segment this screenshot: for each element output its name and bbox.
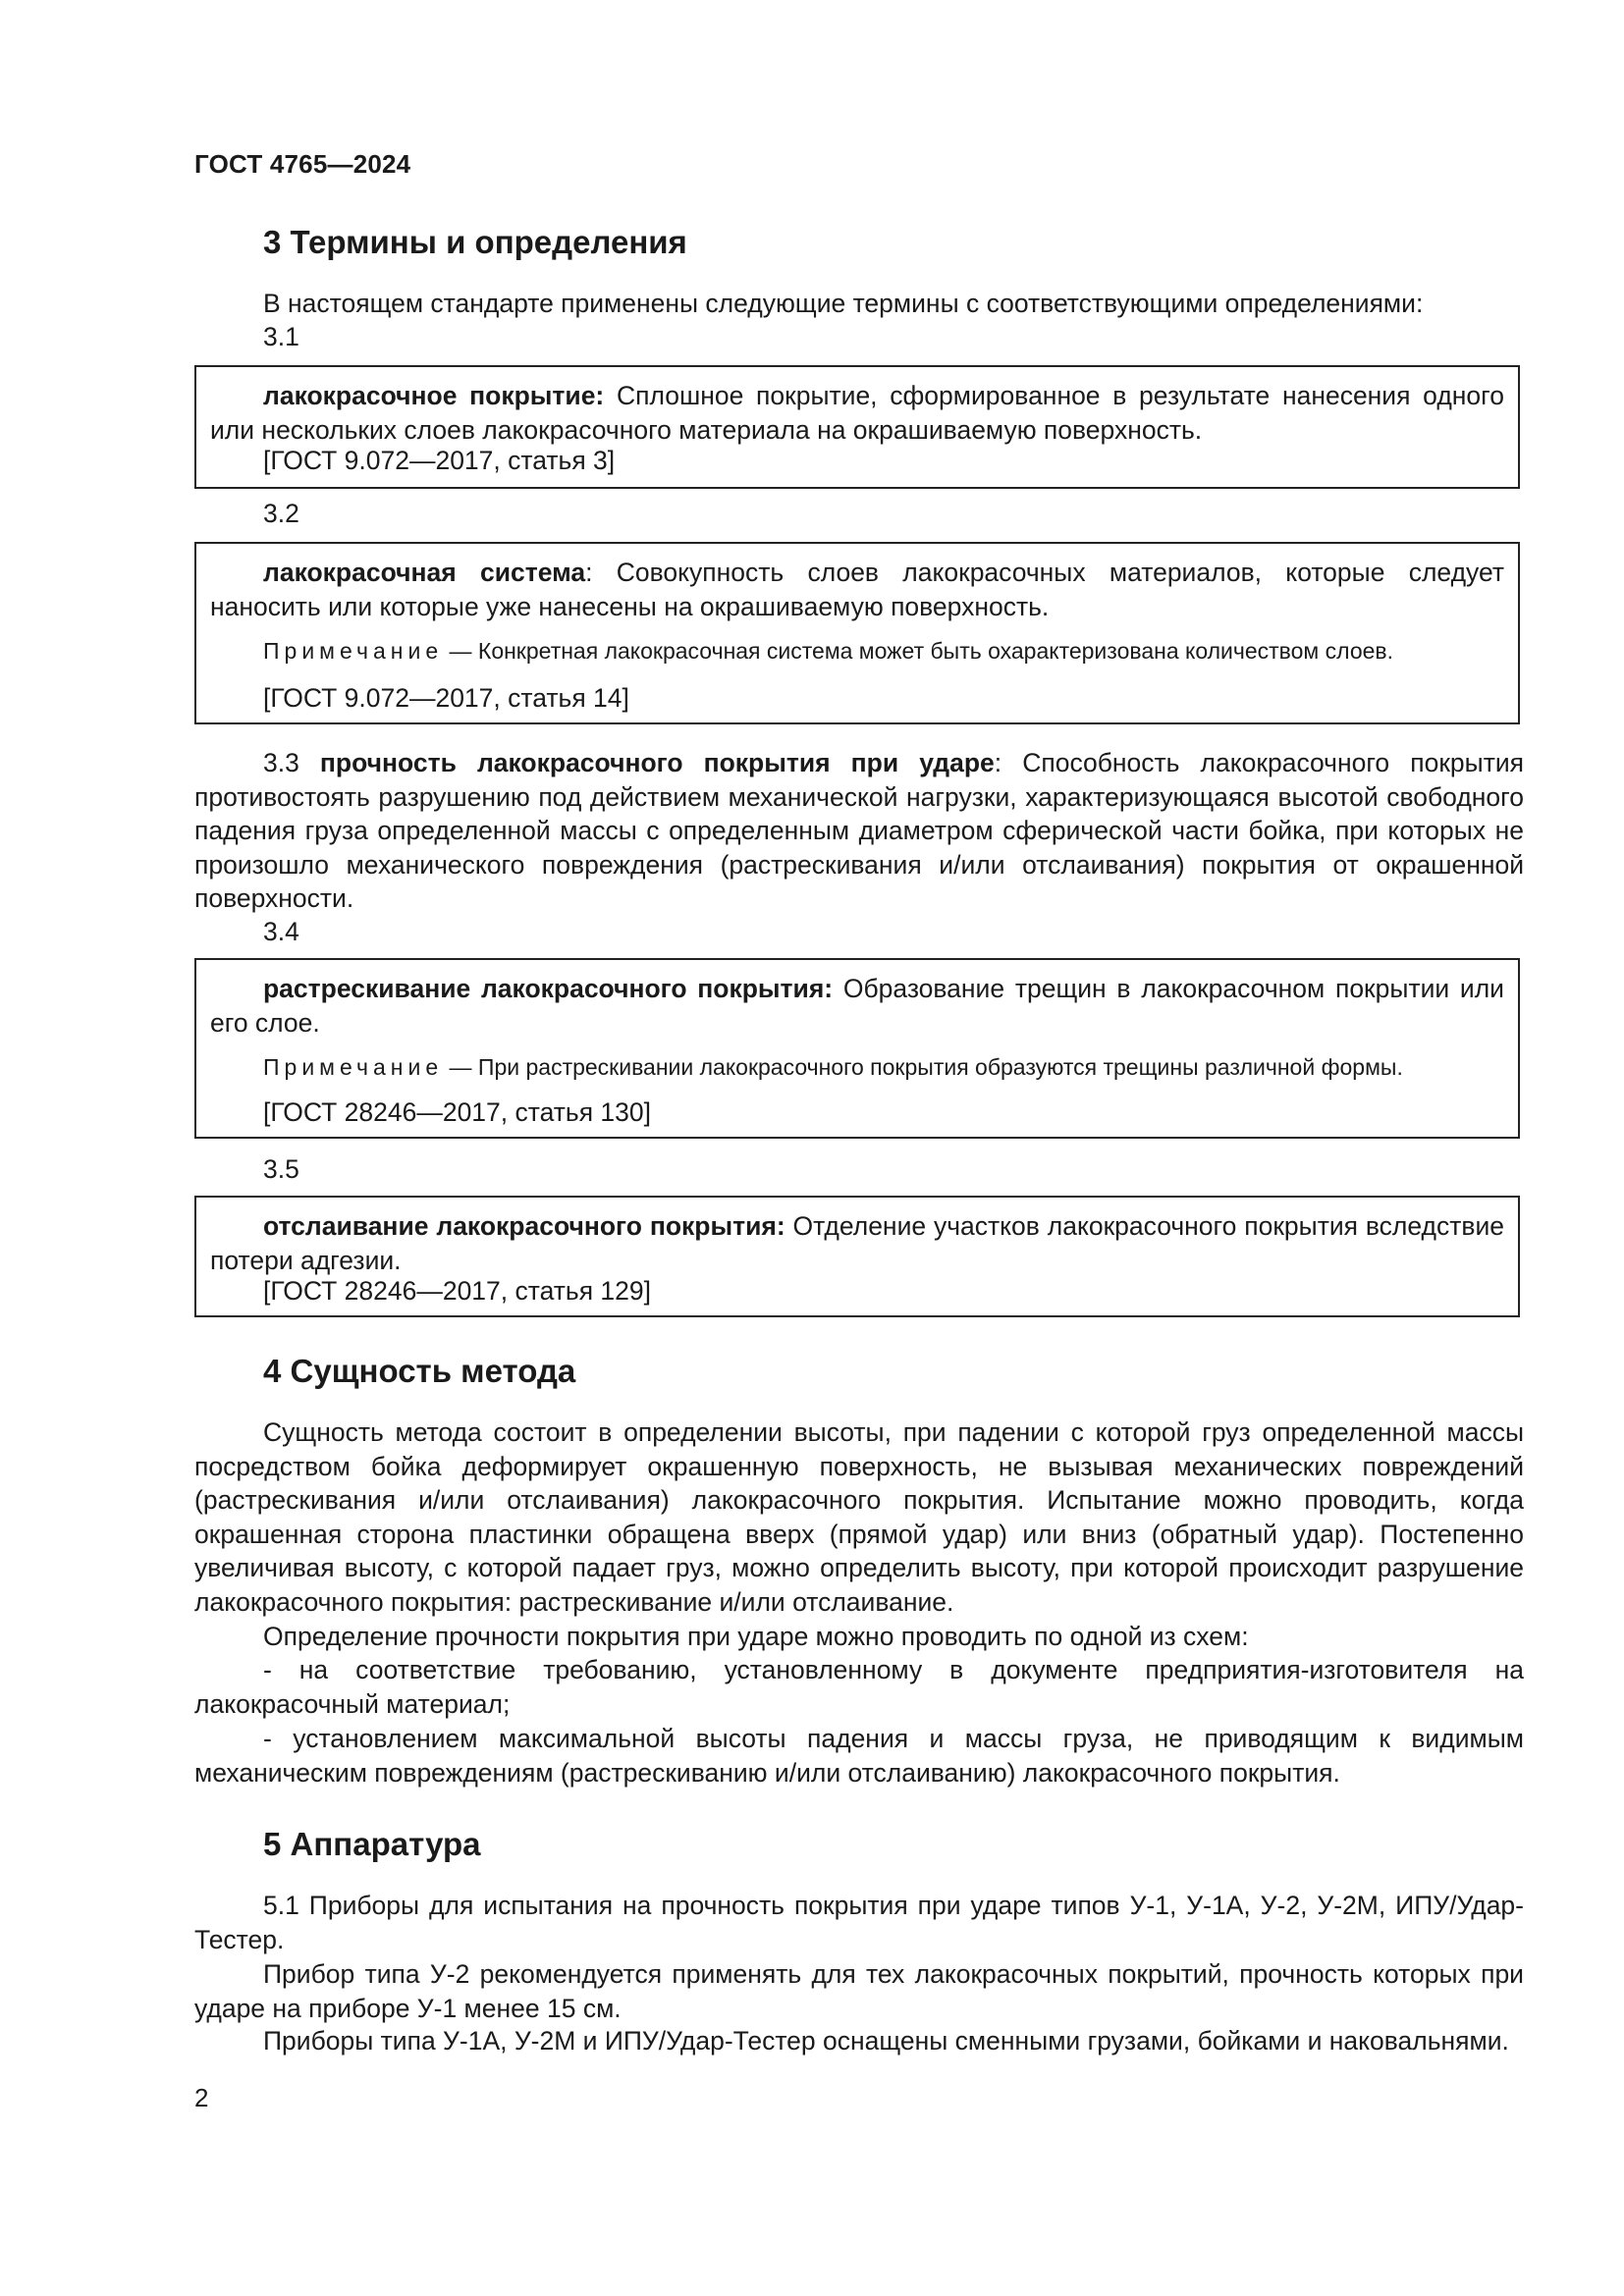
term-3-3-term: прочность лакокрасочного покрытия при ударе: [319, 748, 995, 777]
term-3-2-note: Примечание — Конкретная лакокрасочная система может быть охарактеризована количеством слоев.: [263, 638, 1394, 664]
section-4-para-1: Сущность метода состоит в определении высоты, при падении с которой груз определенной массы посредством бойка деформирует окрашенную поверхность, не вызывая механических повреждений (растрескивания и/или отслаивания) лакокрасочного покрытия. Испытание можно проводить, когда окрашенная сторона пластинки обращена вверх (прямой удар) или вниз (обратный удар). Постепенно увеличивая высоту, с которой падает груз, можно определить высоту, при которой происходит разрушение лакокрасочного покрытия: растрескивание и/или отслаивание.: [194, 1417, 1524, 1617]
term-3-1-ref: [ГОСТ 9.072—2017, статья 3]: [263, 446, 616, 475]
term-3-5-ref: [ГОСТ 28246—2017, статья 129]: [263, 1276, 651, 1306]
term-3-5-term: отслаивание лакокрасочного покрытия:: [263, 1211, 785, 1241]
term-3-3-definition: 3.3 прочность лакокрасочного покрытия при ударе: Способность лакокрасочного покрытия противостоять разрушению под действием механической нагрузки, характеризующаяся высотой свободного падения груза определенной массы с определенным диаметром сферической части бойка, при которых не произошло механического повреждения (растрескивания и/или отслаивания) покрытия от окрашенной поверхности.: [194, 748, 1524, 913]
section-4-para-4: - установлением максимальной высоты падения и массы груза, не приводящим к видимым механическим повреждениям (растрескиванию и/или отслаиванию) лакокрасочного покрытия.: [194, 1724, 1524, 1788]
term-3-4-term: растрескивание лакокрасочного покрытия:: [263, 974, 834, 1003]
term-3-2-box: [194, 542, 1520, 724]
term-3-2-number: 3.2: [263, 499, 299, 528]
section-4-para-3: - на соответствие требованию, установленному в документе предприятия-изготовителя на лакокрасочный материал;: [194, 1655, 1524, 1719]
section-3-intro: В настоящем стандарте применены следующие термины с соответствующими определениями:: [263, 289, 1424, 318]
term-3-2-definition: лакокрасочная система: Совокупность слоев лакокрасочных материалов, которые следует наносить или которые уже нанесены на окрашиваемую поверхность.: [210, 558, 1504, 621]
section-5-title: 5 Аппаратура: [263, 1826, 481, 1862]
term-3-2-ref: [ГОСТ 9.072—2017, статья 14]: [263, 683, 629, 713]
section-5-para-2: Прибор типа У-2 рекомендуется применять для тех лакокрасочных покрытий, прочность которых при ударе на приборе У-1 менее 15 см.: [194, 1959, 1524, 2023]
term-3-4-note: Примечание — При растрескивании лакокрасочного покрытия образуются трещины различной формы.: [263, 1054, 1403, 1080]
term-3-4-definition: растрескивание лакокрасочного покрытия: Образование трещин в лакокрасочном покрытии или его слое.: [210, 974, 1504, 1038]
section-4-para-2: Определение прочности покрытия при ударе можно проводить по одной из схем:: [263, 1622, 1249, 1651]
term-3-1-term: лакокрасочное покрытие:: [263, 381, 605, 410]
term-3-4-ref: [ГОСТ 28246—2017, статья 130]: [263, 1097, 651, 1127]
section-5-para-1: 5.1 Приборы для испытания на прочность покрытия при ударе типов У-1, У-1А, У-2, У-2М, ИПУ/Удар-Тестер.: [194, 1891, 1524, 1954]
term-3-1-number: 3.1: [263, 322, 299, 351]
section-5-para-3: Приборы типа У-1А, У-2М и ИПУ/Удар-Тестер оснащены сменными грузами, бойками и наковальнями.: [263, 2026, 1509, 2056]
term-3-5-definition: отслаивание лакокрасочного покрытия: Отделение участков лакокрасочного покрытия вследствие потери адгезии.: [210, 1211, 1505, 1275]
term-3-5-number: 3.5: [263, 1154, 299, 1184]
section-4-title: 4 Сущность метода: [263, 1353, 576, 1389]
term-3-4-number: 3.4: [263, 917, 299, 946]
term-3-4-box: [194, 958, 1520, 1139]
document-header: ГОСТ 4765—2024: [194, 149, 411, 179]
term-3-2-term: лакокрасочная система: [263, 558, 586, 587]
term-3-5-box: [194, 1196, 1520, 1317]
term-3-1-box: [194, 365, 1520, 489]
page-number: 2: [194, 2083, 209, 2112]
term-3-1-definition: лакокрасочное покрытие: Сплошное покрытие, сформированное в результате нанесения одного или нескольких слоев лакокрасочного материала на окрашиваемую поверхность.: [210, 381, 1504, 445]
section-3-title: 3 Термины и определения: [263, 224, 687, 260]
